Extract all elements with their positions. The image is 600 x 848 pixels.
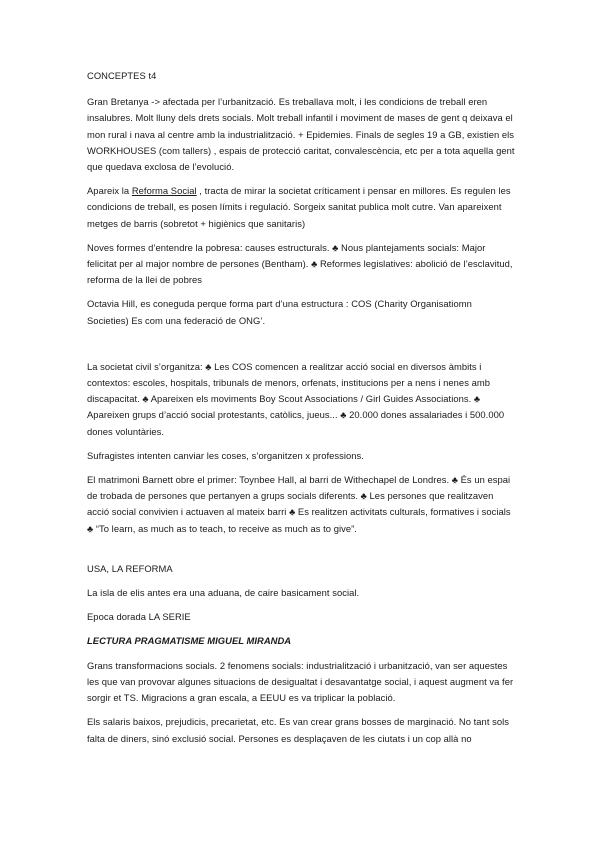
paragraph-barnett: El matrimoni Barnett obre el primer: Toynbee Hall, al barri de Withechapel de Londres. ♣ És un espai de trobada de persones que pertanyen a grups socials diferents. ♣ Les persones que realitzaven acció social convivien i actuaven al mateix barri ♣ Es realitzen activitats culturals, formatives i socials ♣ “To learn, as much as to teach, to receive as much as to give”. — [87, 474, 511, 534]
paragraph-sufragistes: Sufragistes intenten canviar les coses, s’organitzen x professions. — [87, 449, 364, 461]
paragraph-epoca-dorada: Epoca dorada LA SERIE — [87, 611, 191, 623]
document-page — [87, 68, 515, 755]
paragraph-salaris-baixos: Els salaris baixos, prejudicis, precarietat, etc. Es van crear grans bosses de marginació. No tant sols falta de diners, sinó exclusió social. Persones es desplaçaven de les ciutats i un cop allà no — [87, 716, 510, 744]
document-title: CONCEPTES t4 — [87, 70, 157, 81]
reforma-social-link[interactable]: Reforma Social — [131, 185, 197, 197]
paragraph-reforma-social-rest: , tracta de mirar la societat críticament i pensar en millores. Es regulen les condicions de treball, es posen límits i regulació. Sorgeix sanitat publica molt cutre. Van apareixent metges de barris (sobretot + higiènics que sanitaris) — [87, 185, 511, 229]
spacer — [87, 545, 515, 561]
paragraph-isla-elis: La isla de elis antes era una aduana, de caire basicament social. — [87, 587, 360, 599]
paragraph-grans-transformacions: Grans transformacions socials. 2 fenomens socials: industrialització i urbanització, van ser aquestes les que van provovar algunes situacions de desigualtat i desavantatge social, i aquest augment va fer sorgir et TS. Migracions a gran escala, a EEUU es va triplicar la població. — [87, 659, 514, 704]
paragraph-societat-civil: La societat civil s’organitza: ♣ Les COS comencen a realitzar acció social en diversos àmbits i contextos: escoles, hospitals, tribunals de menors, orfenats, institucions per a nens i nenes amb discapacitat. ♣ Apareixen els moviments Boy Scout Associations / Girl Guides Associations. ♣ Apareixen grups d’acció social protestants, catòlics, jueus... ♣ 20.000 dones assalariades i 500.000 dones voluntàries. — [87, 360, 505, 437]
paragraph-octavia-hill: Octavia Hill, es coneguda perque forma part d’una estructura : COS (Charity Organisatiomn Societies) Es com una federació de ONG’. — [87, 298, 472, 326]
paragraph-reforma-social — [87, 183, 515, 232]
paragraph-pobresa: Noves formes d’entendre la pobresa: causes estructurals. ♣ Nous plantejaments socials: Major felicitat per al major nombre de persones (Bentham). ♣ Reformes legislatives: abolició de l’esclavitud, reforma de la llei de pobres — [87, 241, 513, 286]
paragraph-reforma-social-intro: Apareix la — [87, 185, 132, 197]
heading-usa-reforma: USA, LA REFORMA — [87, 562, 173, 574]
paragraph-gran-bretanya: Gran Bretanya -> afectada per l’urbanització. Es treballava molt, i les condicions de treball eren insalubres. Molt lluny dels drets socials. Molt treball infantil i moviment de mases de gent q deixava el mon rural i nava al centre amb la industrialització. + Epidemies. Finals de segles 19 a GB, existien els WORKHOUSES (com tallers) , espais de protecció caritat, convalescència, etc per a tota aquella gent que quedava exclosa de l’evolució. — [87, 96, 515, 173]
heading-lectura-pragmatisme: LECTURA PRAGMATISME MIGUEL MIRANDA — [87, 635, 292, 647]
spacer — [87, 337, 515, 359]
